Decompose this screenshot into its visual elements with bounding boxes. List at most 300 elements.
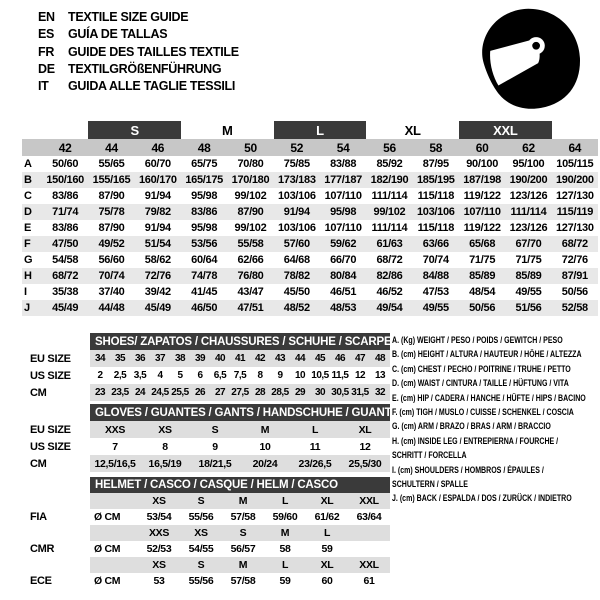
size-value: 27 — [210, 384, 230, 401]
size-value: 31,5 — [350, 384, 370, 401]
size-value: 82/86 — [366, 268, 412, 284]
size-group-xxl: XXL — [459, 121, 552, 139]
size-value: 160/170 — [135, 172, 181, 188]
size-value: 107/110 — [324, 222, 362, 234]
size-value — [348, 541, 390, 557]
measure-key: D — [22, 204, 42, 220]
row-label — [30, 493, 90, 509]
size-value: 83/86 — [181, 204, 227, 220]
lang-title: GUIDE DES TAILLES TEXTILE — [68, 44, 239, 59]
size-value: 68/72 — [376, 254, 403, 266]
size-value: 74/78 — [181, 268, 227, 284]
size-value: 65/75 — [191, 158, 218, 170]
size-value: 29 — [290, 384, 310, 401]
size-value: 95/100 — [512, 158, 545, 170]
shoes-size-table — [30, 333, 390, 401]
lang-line-fr — [38, 44, 239, 61]
size-value: 3,5 — [133, 370, 147, 381]
helmet-table-row-fia — [30, 509, 390, 525]
size-table-corner — [22, 139, 42, 156]
gloves-size-table — [30, 404, 395, 472]
measure-key: A — [24, 158, 32, 170]
size-value: 8 — [257, 370, 263, 381]
measure-row-I — [22, 284, 598, 300]
size-value: 47/51 — [227, 300, 273, 316]
size-value: 7 — [112, 440, 118, 453]
racing-helmet-icon — [468, 6, 592, 112]
helmet-table-row-sizes — [30, 493, 390, 509]
size-value: M — [222, 557, 264, 573]
size-value: 68/72 — [552, 236, 598, 252]
size-value: 47/53 — [422, 286, 449, 298]
size-value: 5 — [177, 370, 183, 381]
row-label: CM — [30, 384, 90, 401]
size-value: 99/102 — [234, 222, 267, 234]
size-value: 60 — [321, 575, 333, 587]
size-value: 47 — [350, 350, 370, 367]
diameter-unit — [90, 525, 138, 541]
size-value: 103/106 — [413, 204, 459, 220]
size-value: 12 — [359, 440, 371, 453]
size-value: 84/88 — [413, 268, 459, 284]
size-group-s: S — [88, 121, 181, 139]
size-value: 150/160 — [42, 172, 88, 188]
row-label: EU SIZE — [30, 421, 90, 438]
size-value: 70/74 — [422, 254, 449, 266]
size-value: 155/165 — [88, 172, 134, 188]
numeric-size: 44 — [88, 139, 134, 156]
shoes-table-row-cm — [30, 384, 390, 401]
size-value: 48/54 — [469, 286, 496, 298]
size-value: 7,5 — [233, 370, 247, 381]
size-value: 59/60 — [272, 511, 298, 523]
measure-row-E — [22, 220, 598, 236]
size-value: 41/45 — [191, 286, 218, 298]
legend-item-b: B. (cm) HEIGHT / ALTURA / HAUTEUR / HÖHE / ALTEZZA — [392, 349, 582, 361]
lang-line-en — [38, 9, 239, 26]
lang-title: TEXTILE SIZE GUIDE — [68, 10, 189, 24]
measure-row-F — [22, 236, 598, 252]
size-value: 10,5 — [311, 370, 329, 381]
size-value: 182/190 — [366, 172, 412, 188]
size-value: 52/58 — [552, 300, 598, 316]
row-label — [30, 557, 90, 573]
size-value: 45/49 — [42, 300, 88, 316]
size-value: 91/94 — [274, 204, 320, 220]
measure-row-G — [22, 252, 598, 268]
legend-item-h: SCHRITT / FORCELLA — [392, 450, 467, 462]
size-value: 57/58 — [230, 575, 256, 587]
size-value: 41 — [230, 350, 250, 367]
size-group-spacer — [552, 121, 598, 139]
size-value: 105/115 — [556, 158, 594, 170]
size-value: L — [290, 421, 340, 438]
legend-item-i: I. (cm) SHOULDERS / HOMBROS / ÉPAULES / — [392, 464, 544, 476]
size-value: XL — [306, 557, 348, 573]
size-value: 115/118 — [417, 222, 455, 234]
size-value: 83/88 — [330, 158, 357, 170]
helmet-table-row-sizes — [30, 525, 390, 541]
size-value: 58/62 — [144, 254, 171, 266]
size-group-spacer — [42, 121, 88, 139]
legend-item-i: SCHULTERN / SPALLE — [392, 479, 468, 491]
size-value: 49/55 — [413, 300, 459, 316]
size-value: 119/122 — [463, 222, 501, 234]
legend-item-e: E. (cm) HIP / CADERA / HANCHE / HÜFTE / HIPS / BACINO — [392, 392, 586, 404]
numeric-size: 48 — [181, 139, 227, 156]
size-value: 28,5 — [270, 384, 290, 401]
lang-title: TEXTILGRÖßENFÜHRUNG — [68, 61, 222, 76]
size-value: 4 — [157, 370, 163, 381]
size-value: 11,5 — [331, 370, 349, 381]
size-value: 59 — [321, 543, 333, 555]
size-value: 61 — [363, 575, 375, 587]
size-value: 63/66 — [413, 236, 459, 252]
size-value: 36 — [130, 350, 150, 367]
size-value: 72/76 — [561, 254, 588, 266]
shoes-table-row-eu-size — [30, 350, 390, 367]
size-value: 177/187 — [320, 172, 366, 188]
size-value: 115/119 — [552, 204, 598, 220]
numeric-size: 58 — [413, 139, 459, 156]
size-value: 87/95 — [422, 158, 449, 170]
size-value: 70/74 — [88, 268, 134, 284]
size-value: 8 — [162, 440, 168, 453]
size-value: L — [264, 493, 306, 509]
size-value: L — [306, 525, 348, 541]
size-value: 12,5/16,5 — [90, 455, 140, 472]
diameter-unit: Ø CM — [94, 543, 121, 555]
size-value: 71/75 — [515, 254, 542, 266]
measure-key: E — [24, 222, 32, 234]
legend-item-a: A. (Kg) WEIGHT / PESO / POIDS / GEWITCH / PESO — [392, 335, 563, 346]
size-value: M — [264, 525, 306, 541]
size-value: 111/114 — [505, 204, 551, 220]
size-value: 25,5 — [170, 384, 190, 401]
size-value: 107/110 — [324, 190, 362, 202]
size-value: 44/48 — [88, 300, 134, 316]
size-value: 27,5 — [230, 384, 250, 401]
size-value: 28 — [250, 384, 270, 401]
measure-key: I — [24, 286, 27, 298]
size-value: 72/76 — [135, 268, 181, 284]
size-value: 87/90 — [98, 190, 125, 202]
size-value: 87/90 — [98, 222, 125, 234]
size-value: 40 — [210, 350, 230, 367]
size-value: 83/86 — [52, 190, 79, 202]
size-value: 45/49 — [135, 300, 181, 316]
size-group-m: M — [222, 122, 233, 138]
size-value: 85/89 — [459, 268, 505, 284]
size-value: 62/66 — [237, 254, 264, 266]
numeric-size: 56 — [366, 139, 412, 156]
size-value: 68/72 — [42, 268, 88, 284]
size-value: 23 — [90, 384, 110, 401]
size-value: 35 — [110, 350, 130, 367]
helmet-table-row-sizes — [30, 557, 390, 573]
row-label: CM — [30, 455, 90, 472]
diameter-unit — [90, 493, 138, 509]
numeric-size: 46 — [135, 139, 181, 156]
size-value: 66/70 — [330, 254, 357, 266]
size-value: 6,5 — [213, 370, 227, 381]
size-value: 185/195 — [413, 172, 459, 188]
lang-code: ES — [38, 27, 55, 42]
size-value: 60/70 — [144, 158, 171, 170]
size-value: 12 — [354, 370, 366, 381]
size-value: 20/24 — [240, 455, 290, 472]
size-value: 190/200 — [505, 172, 551, 188]
size-value: 34 — [90, 350, 110, 367]
measure-key: F — [22, 236, 42, 252]
mini-title-spacer — [30, 477, 90, 493]
size-value: 60/64 — [191, 254, 218, 266]
numeric-size: 64 — [552, 139, 598, 156]
size-value: 71/74 — [42, 204, 88, 220]
size-value: 39/42 — [144, 286, 171, 298]
size-value: 55/65 — [98, 158, 125, 170]
size-value: 123/126 — [509, 222, 548, 234]
size-value: 45/50 — [283, 286, 310, 298]
size-value: XXL — [348, 493, 390, 509]
size-value: 26 — [190, 384, 210, 401]
size-value: 50/56 — [459, 300, 505, 316]
size-value: 111/114 — [371, 190, 408, 202]
helmet-size-table — [30, 477, 390, 589]
size-group-spacer — [22, 121, 42, 139]
numeric-size: 60 — [459, 139, 505, 156]
gloves-table-row-eu-size — [30, 421, 390, 438]
size-value: S — [190, 421, 240, 438]
size-value: 71/75 — [469, 254, 496, 266]
size-value: 95/98 — [191, 222, 218, 234]
measure-key: H — [22, 268, 42, 284]
measure-key: C — [24, 190, 32, 202]
size-value: 61/62 — [314, 511, 340, 523]
size-value: 56/57 — [230, 543, 256, 555]
size-value: 107/110 — [459, 204, 505, 220]
size-value: 32 — [370, 384, 390, 401]
size-value: 103/106 — [277, 222, 316, 234]
language-title-block — [38, 9, 239, 95]
lang-code: FR — [38, 44, 55, 59]
size-value: 6 — [197, 370, 203, 381]
measure-row-H — [22, 268, 598, 284]
size-value: 190/200 — [552, 172, 598, 188]
mini-title-spacer — [30, 333, 90, 350]
size-value: 75/78 — [88, 204, 134, 220]
size-value: XS — [138, 557, 180, 573]
size-value: 35/38 — [52, 286, 79, 298]
size-value: 43/47 — [237, 286, 264, 298]
measure-row-B — [22, 172, 598, 188]
size-value: 30 — [310, 384, 330, 401]
shoes-table-row-us-size — [30, 367, 390, 384]
size-value: 95/98 — [191, 190, 218, 202]
size-value: 55/58 — [227, 236, 273, 252]
size-value: 54/55 — [188, 543, 214, 555]
size-value: 57/60 — [274, 236, 320, 252]
size-value: 187/198 — [459, 172, 505, 188]
size-value: 42 — [250, 350, 270, 367]
row-label: CMR — [30, 541, 90, 557]
size-value: 2 — [97, 370, 103, 381]
lang-code: IT — [38, 79, 49, 94]
size-value: 9 — [212, 440, 218, 453]
size-value: 61/63 — [366, 236, 412, 252]
size-value: 75/85 — [283, 158, 310, 170]
size-value: XXS — [138, 525, 180, 541]
measure-key: J — [22, 300, 42, 316]
size-value: 173/183 — [274, 172, 320, 188]
size-value: 43 — [270, 350, 290, 367]
size-value: 119/122 — [463, 190, 501, 202]
size-value: 99/102 — [234, 190, 267, 202]
diameter-unit — [90, 557, 138, 573]
size-value: 49/52 — [88, 236, 134, 252]
size-value: 24,5 — [150, 384, 170, 401]
size-value: 23/26,5 — [290, 455, 340, 472]
size-value: 87/90 — [227, 204, 273, 220]
numeric-size: 62 — [505, 139, 551, 156]
numeric-size: 42 — [42, 139, 88, 156]
size-value: 83/86 — [52, 222, 79, 234]
legend-item-c: C. (cm) CHEST / PECHO / POITRINE / TRUHE / PETTO — [392, 363, 571, 375]
lang-line-de — [38, 61, 239, 78]
size-value: 47/50 — [42, 236, 88, 252]
size-value: 53/54 — [146, 511, 172, 523]
size-value: S — [222, 525, 264, 541]
size-value: 170/180 — [227, 172, 273, 188]
measure-row-D — [22, 204, 598, 220]
size-value: 103/106 — [277, 190, 316, 202]
size-value: 25,5/30 — [340, 455, 390, 472]
size-value: 78/82 — [274, 268, 320, 284]
size-value: 37 — [150, 350, 170, 367]
gloves-table-title-bar: GLOVES / GUANTES / GANTS / HANDSCHUHE / GUANTI — [90, 404, 390, 421]
size-value: 65/68 — [459, 236, 505, 252]
size-value — [348, 525, 390, 541]
size-value: 10 — [294, 370, 306, 381]
size-value: 79/82 — [135, 204, 181, 220]
row-label: EU SIZE — [30, 350, 90, 367]
lang-code: EN — [38, 10, 55, 24]
size-value: XL — [306, 493, 348, 509]
size-value: 50/56 — [561, 286, 588, 298]
size-value: 46/51 — [330, 286, 357, 298]
gloves-table-row-us-size — [30, 438, 390, 455]
size-value: 10 — [259, 440, 271, 453]
size-value: 39 — [190, 350, 210, 367]
mini-title-spacer — [30, 404, 90, 421]
size-value: 76/80 — [227, 268, 273, 284]
size-value: 80/84 — [320, 268, 366, 284]
size-value: 13 — [374, 370, 386, 381]
size-value: 45 — [310, 350, 330, 367]
row-label: ECE — [30, 573, 90, 589]
size-value: 55/56 — [188, 575, 214, 587]
size-value: 99/102 — [366, 204, 412, 220]
size-value: 44 — [290, 350, 310, 367]
legend-item-f: F. (cm) TIGH / MUSLO / CUISSE / SCHENKEL / COSCIA — [392, 407, 574, 419]
lang-line-es — [38, 26, 239, 43]
size-value: 95/98 — [320, 204, 366, 220]
size-value: 2,5 — [113, 370, 127, 381]
size-value: 127/130 — [555, 222, 594, 234]
helmet-table-row-ece — [30, 573, 390, 589]
measure-key: B — [22, 172, 42, 188]
measure-row-C — [22, 188, 598, 204]
measurement-legend — [392, 334, 600, 507]
size-value: 91/94 — [144, 190, 171, 202]
measure-row-A — [22, 156, 598, 172]
lang-line-it — [38, 78, 239, 95]
size-value: 46 — [330, 350, 350, 367]
measure-row-J — [22, 300, 598, 316]
measure-key: G — [24, 254, 33, 266]
size-value: 87/91 — [552, 268, 598, 284]
size-value: S — [180, 493, 222, 509]
legend-item-j: J. (cm) BACK / ESPALDA / DOS / ZURÜCK / INDIETRO — [392, 493, 572, 505]
size-value: 58 — [279, 543, 291, 555]
size-value: XXL — [348, 557, 390, 573]
legend-item-g: G. (cm) ARM / BRAZO / BRAS / ARM / BRACCIO — [392, 421, 551, 433]
size-value: 91/94 — [144, 222, 171, 234]
size-value: 49/55 — [515, 286, 542, 298]
size-value: 54/58 — [52, 254, 79, 266]
size-value: 30,5 — [330, 384, 350, 401]
size-value: 48/53 — [320, 300, 366, 316]
row-label: FIA — [30, 509, 90, 525]
size-value: S — [180, 557, 222, 573]
size-value: 85/92 — [376, 158, 403, 170]
size-value: 57/58 — [230, 511, 256, 523]
size-value: 90/100 — [466, 158, 499, 170]
row-label — [30, 525, 90, 541]
numeric-size: 54 — [320, 139, 366, 156]
row-label: US SIZE — [30, 367, 90, 384]
size-value: 67/70 — [505, 236, 551, 252]
lang-title: GUÍA DE TALLAS — [68, 27, 168, 42]
size-value: 127/130 — [555, 190, 594, 202]
size-value: 49/54 — [366, 300, 412, 316]
size-value: 51/56 — [505, 300, 551, 316]
helmet-table-row-cmr — [30, 541, 390, 557]
size-value: 85/89 — [505, 268, 551, 284]
size-value: XL — [340, 421, 390, 438]
gloves-table-row-cm — [30, 455, 390, 472]
size-value: 55/56 — [188, 511, 214, 523]
numeric-size: 52 — [274, 139, 320, 156]
numeric-size: 50 — [227, 139, 273, 156]
size-value: 9 — [277, 370, 283, 381]
size-value: 37/40 — [98, 286, 125, 298]
size-group-l: L — [274, 121, 367, 139]
size-value: M — [240, 421, 290, 438]
size-value: 50/60 — [52, 158, 79, 170]
size-value: 63/64 — [356, 511, 382, 523]
size-value: XS — [138, 493, 180, 509]
size-value: 16,5/19 — [140, 455, 190, 472]
size-value: M — [222, 493, 264, 509]
helmet-table-title-bar: HELMET / CASCO / CASQUE / HELM / CASCO — [90, 477, 390, 493]
size-value: 59 — [279, 575, 291, 587]
size-value: 56/60 — [98, 254, 125, 266]
size-value: 64/68 — [283, 254, 310, 266]
diameter-unit: Ø CM — [94, 575, 121, 587]
lang-title: GUIDA ALLE TAGLIE TESSILI — [68, 79, 236, 94]
diameter-unit: Ø CM — [94, 511, 121, 523]
